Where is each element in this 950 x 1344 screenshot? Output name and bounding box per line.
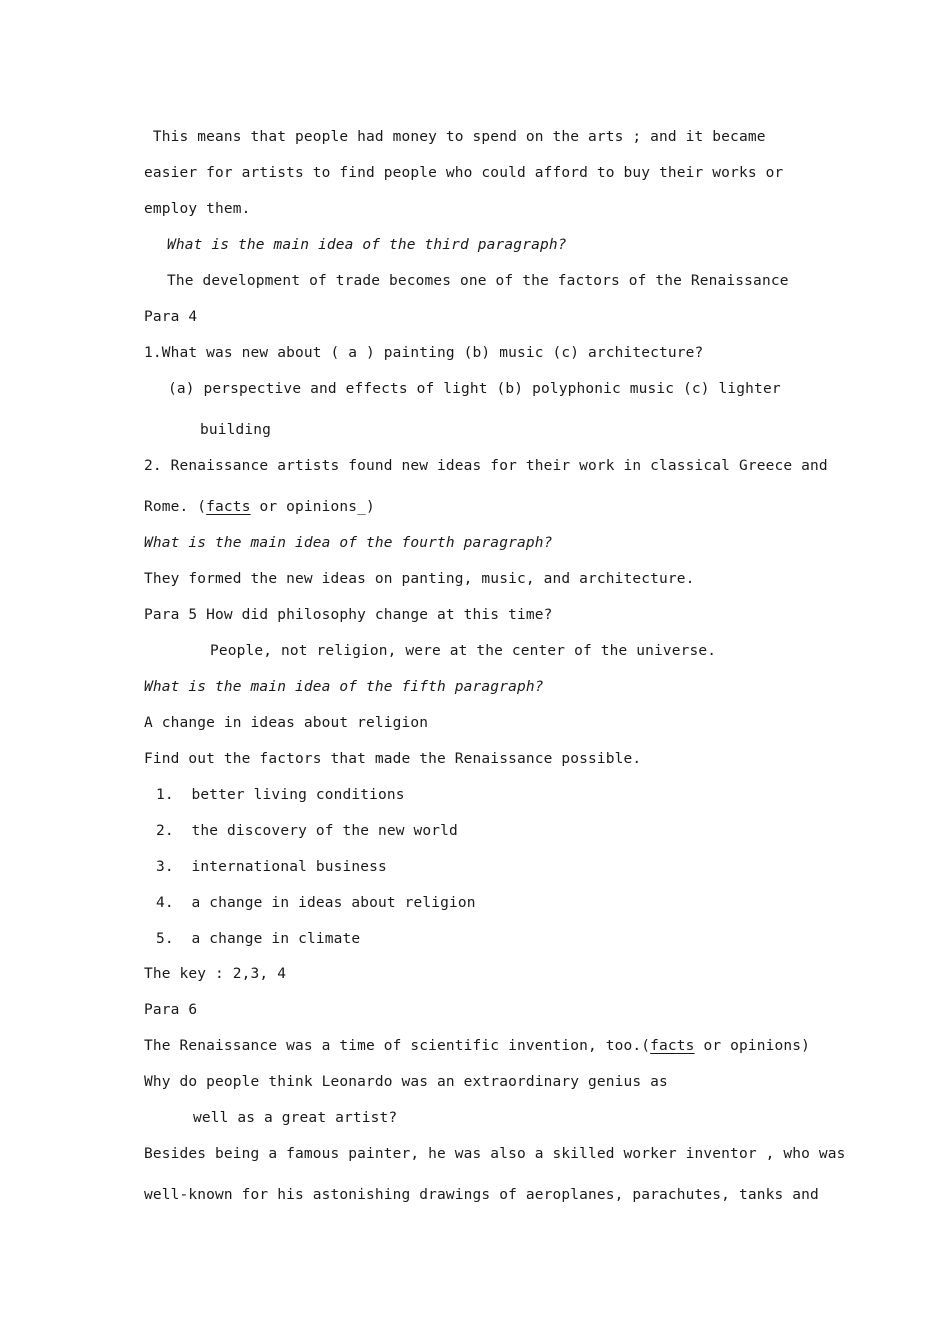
para4-answer-1-line-2: building [200, 422, 272, 438]
para4-heading: Para 4 [144, 309, 198, 325]
para3-text-line-1: This means that people had money to spend on the arts ; and it became [144, 129, 766, 145]
para4-question-1: 1.What was new about ( a ) painting (b) music (c) architecture? [144, 345, 704, 361]
para3-main-idea-answer: The development of trade becomes one of the factors of the Renaissance [167, 273, 789, 289]
para6-answer-line-1: Besides being a famous painter, he was also a skilled worker inventor , who was [144, 1146, 846, 1162]
factors-prompt: Find out the factors that made the Renaissance possible. [144, 751, 642, 767]
para3-text-line-3: employ them. [144, 201, 251, 217]
para6-heading: Para 6 [144, 1002, 198, 1018]
para3-main-idea-question: What is the main idea of the third paragraph? [167, 237, 567, 253]
statement-prefix: The Renaissance was a time of scientific invention, too.( [144, 1038, 651, 1054]
q2-suffix: or opinions_) [250, 499, 375, 515]
factor-item: 3. international business [156, 859, 387, 875]
factor-item: 5. a change in climate [156, 931, 361, 947]
para5-main-idea-answer: A change in ideas about religion [144, 715, 429, 731]
factor-item: 2. the discovery of the new world [156, 823, 458, 839]
para4-main-idea-question: What is the main idea of the fourth paragraph? [144, 535, 553, 551]
factors-key: The key : 2,3, 4 [144, 966, 287, 982]
q2-facts-underlined: facts [206, 499, 251, 515]
para6-question-line-2: well as a great artist? [193, 1110, 398, 1126]
para6-question-line-1: Why do people think Leonardo was an extraordinary genius as [144, 1074, 668, 1090]
para4-question-2-line-2 [144, 497, 375, 517]
para6-answer-line-2: well-known for his astonishing drawings of aeroplanes, parachutes, tanks and [144, 1187, 819, 1203]
q2-prefix: Rome. ( [144, 499, 207, 515]
para5-question: Para 5 How did philosophy change at this time? [144, 607, 553, 623]
factor-item: 4. a change in ideas about religion [156, 895, 476, 911]
para6-statement [144, 1036, 810, 1056]
para4-question-2-line-1: 2. Renaissance artists found new ideas for their work in classical Greece and [144, 458, 828, 474]
para5-answer: People, not religion, were at the center of the universe. [210, 643, 717, 659]
factor-item: 1. better living conditions [156, 787, 405, 803]
para5-main-idea-question: What is the main idea of the fifth paragraph? [144, 679, 544, 695]
para4-main-idea-answer: They formed the new ideas on panting, music, and architecture. [144, 571, 695, 587]
para3-text-line-2: easier for artists to find people who could afford to buy their works or [144, 165, 784, 181]
para4-answer-1-line-1: (a) perspective and effects of light (b) polyphonic music (c) lighter [168, 381, 781, 397]
statement-facts-underlined: facts [650, 1038, 695, 1054]
statement-suffix: or opinions) [694, 1038, 810, 1054]
